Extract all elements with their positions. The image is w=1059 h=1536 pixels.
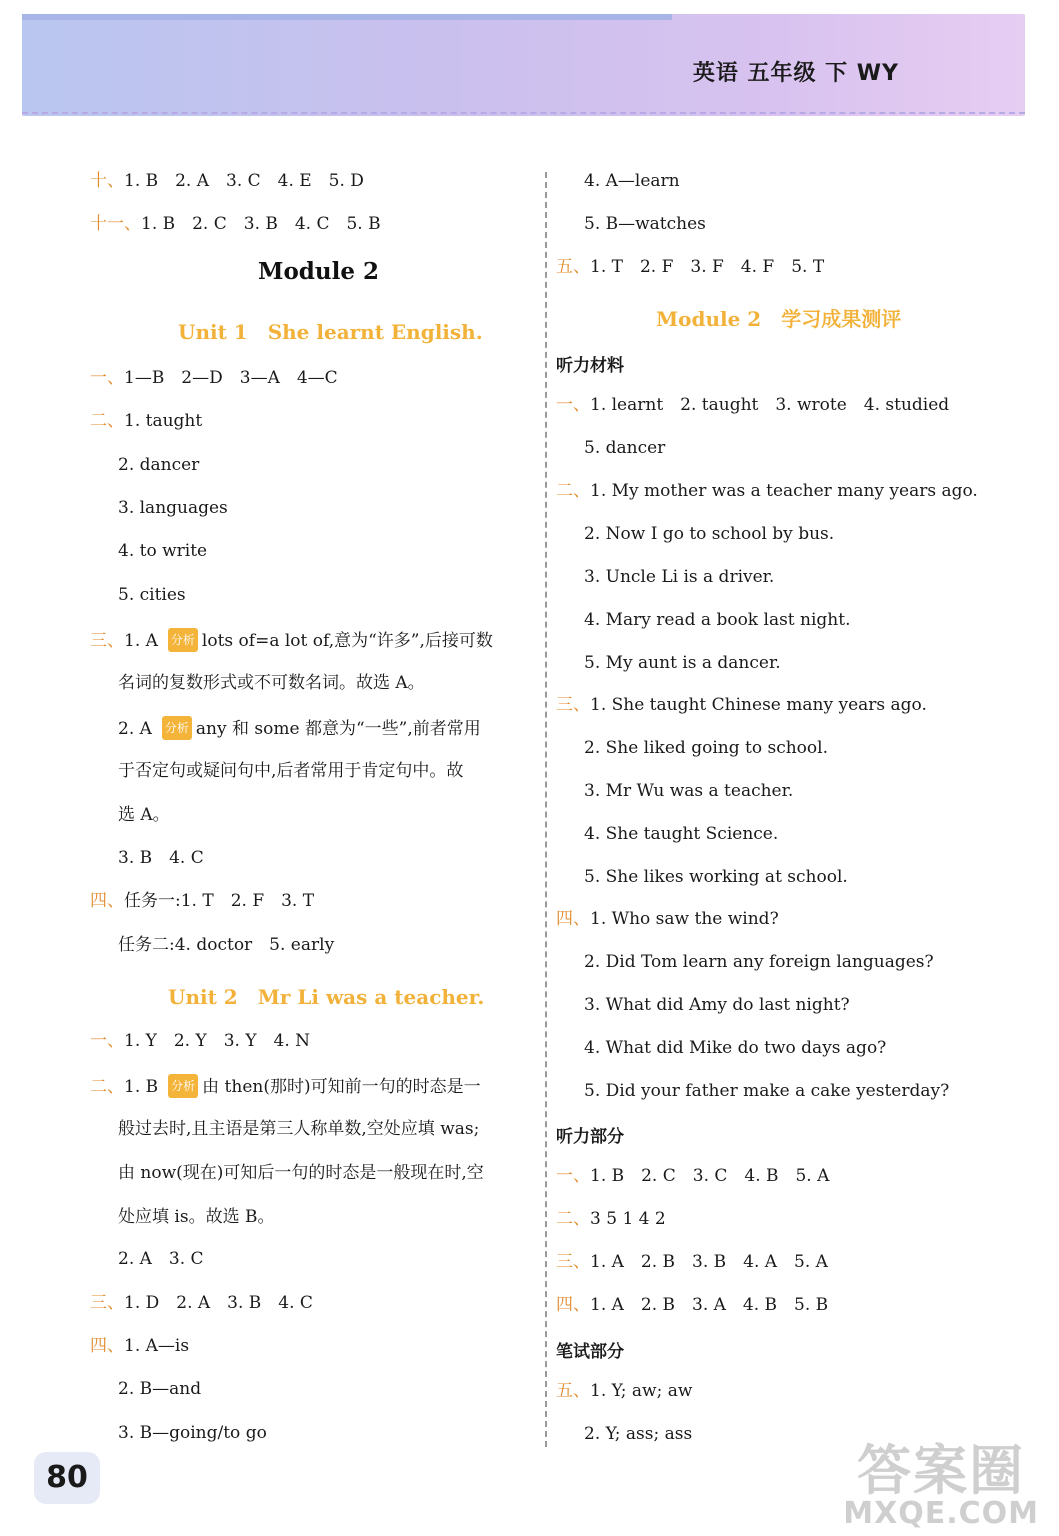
answer-line: 3. Mr Wu was a teacher. — [584, 781, 794, 801]
answer-line: 四、1. Who saw the wind? — [556, 909, 779, 929]
column-divider — [545, 172, 547, 1447]
module-title: Module 2 — [258, 258, 379, 285]
answer-line: 十一、1. B 2. C 3. B 4. C 5. B — [90, 214, 381, 234]
answer-line: 二、1. My mother was a teacher many years ago. — [556, 481, 978, 501]
answer-line: 5. Did your father make a cake yesterday? — [584, 1081, 950, 1101]
answer-line: 4. to write — [118, 541, 208, 561]
answer-line: 5. B—watches — [584, 214, 706, 234]
answer-line: 三、1. She taught Chinese many years ago. — [556, 695, 927, 715]
unit-title: Unit 2 Mr Li was a teacher. — [168, 985, 485, 1009]
section-heading: 笔试部分 — [556, 1342, 624, 1362]
analysis-badge: 分析 — [168, 1074, 198, 1098]
answer-line: 2. B—and — [118, 1379, 202, 1399]
answer-line: 一、1. Y 2. Y 3. Y 4. N — [90, 1031, 311, 1051]
explanation-line: 般过去时,且主语是第三人称单数,空处应填 was; — [118, 1119, 480, 1139]
watermark — [843, 1439, 1039, 1531]
answer-line: 3. B—going/to go — [118, 1423, 267, 1443]
answer-line: 三、1. A 分析 lots of=a lot of,意为“许多”,后接可数 — [90, 628, 493, 652]
answer-line: 4. Mary read a book last night. — [584, 610, 851, 630]
answer-line: 3. languages — [118, 498, 228, 518]
explanation-line: 选 A。 — [118, 805, 170, 825]
answer-line: 五、1. Y; aw; aw — [556, 1381, 693, 1401]
answer-line: 5. My aunt is a dancer. — [584, 653, 781, 673]
answer-line: 4. A—learn — [584, 171, 680, 191]
answer-line: 5. She likes working at school. — [584, 867, 848, 887]
answer-line: 任务二:4. doctor 5. early — [118, 935, 335, 955]
header-accent — [22, 14, 672, 20]
watermark-top: 答案圈 — [857, 1439, 1026, 1502]
watermark-bottom: MXQE.COM — [843, 1496, 1039, 1531]
section-heading: 听力材料 — [556, 356, 624, 376]
explanation-line: 于否定句或疑问句中,后者常用于肯定句中。故 — [118, 761, 464, 781]
analysis-badge: 分析 — [168, 628, 198, 652]
answer-line: 二、1. taught — [90, 411, 203, 431]
answer-line: 4. What did Mike do two days ago? — [584, 1038, 887, 1058]
answer-line: 5. cities — [118, 585, 186, 605]
answer-line: 2. She liked going to school. — [584, 738, 828, 758]
book-title: 英语 五年级 下 WY — [692, 61, 899, 86]
answer-line: 4. She taught Science. — [584, 824, 779, 844]
answer-line: 2. A 分析 any 和 some 都意为“一些”,前者常用 — [118, 716, 481, 740]
answer-line: 四、1. A 2. B 3. A 4. B 5. B — [556, 1295, 829, 1315]
answer-line: 2. Y; ass; ass — [584, 1424, 693, 1444]
section-heading: 听力部分 — [556, 1127, 624, 1147]
answer-line: 十、1. B 2. A 3. C 4. E 5. D — [90, 171, 364, 191]
answer-line: 二、1. B 分析 由 then(那时)可知前一句的时态是一 — [90, 1074, 481, 1098]
explanation-line: 名词的复数形式或不可数名词。故选 A。 — [118, 673, 425, 693]
answer-line: 一、1. B 2. C 3. C 4. B 5. A — [556, 1166, 830, 1186]
explanation-line: 处应填 is。故选 B。 — [118, 1207, 275, 1227]
answer-line: 五、1. T 2. F 3. F 4. F 5. T — [556, 257, 825, 277]
answer-line: 3. B 4. C — [118, 848, 204, 868]
answer-line: 三、1. D 2. A 3. B 4. C — [90, 1293, 313, 1313]
answer-line: 5. dancer — [584, 438, 666, 458]
page-number: 80 — [34, 1452, 100, 1504]
answer-line: 一、1. learnt 2. taught 3. wrote 4. studied — [556, 395, 950, 415]
answer-line: 二、3 5 1 4 2 — [556, 1209, 666, 1229]
unit-title: Unit 1 She learnt English. — [178, 320, 483, 344]
answer-line: 四、1. A—is — [90, 1336, 190, 1356]
answer-line: 3. What did Amy do last night? — [584, 995, 850, 1015]
explanation-line: 由 now(现在)可知后一句的时态是一般现在时,空 — [118, 1163, 484, 1183]
analysis-badge: 分析 — [162, 716, 192, 740]
answer-line: 3. Uncle Li is a driver. — [584, 567, 775, 587]
answer-line: 三、1. A 2. B 3. B 4. A 5. A — [556, 1252, 828, 1272]
answer-line: 一、1—B 2—D 3—A 4—C — [90, 368, 338, 388]
answer-line: 2. Now I go to school by bus. — [584, 524, 835, 544]
answer-line: 2. A 3. C — [118, 1249, 204, 1269]
answer-line: 2. dancer — [118, 455, 200, 475]
test-title: Module 2 学习成果测评 — [656, 307, 902, 331]
answer-line: 四、任务一:1. T 2. F 3. T — [90, 891, 315, 911]
answer-line: 2. Did Tom learn any foreign languages? — [584, 952, 934, 972]
header-divider — [22, 112, 1025, 114]
